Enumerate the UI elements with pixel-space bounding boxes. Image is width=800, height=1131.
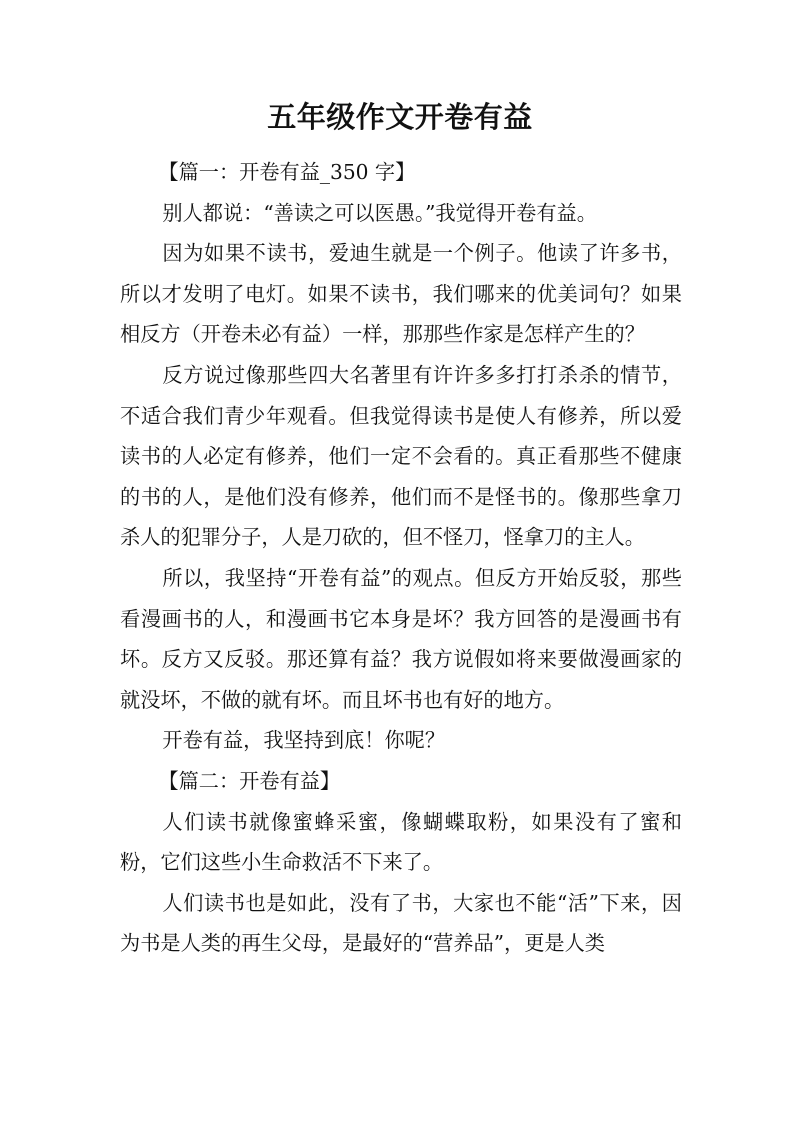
- section-heading-2: 【篇二：开卷有益】: [158, 768, 341, 793]
- paragraph: 别人都说：“善读之可以医愚。”我觉得开卷有益。: [162, 200, 597, 225]
- paragraph: 所以，我坚持“开卷有益”的观点。但反方开始反驳，那些看漫画书的人，和漫画书它本身是坏？我方回答的是漫画书有坏。反方又反驳。那还算有益？我方说假如将来要做漫画家的就没坏，不做的就有坏。而且坏书也有好的地方。: [120, 565, 682, 712]
- document-title: 五年级作文开卷有益: [267, 100, 533, 134]
- document-body: [120, 152, 682, 964]
- section-heading-1: 【篇一：开卷有益_350 字】: [158, 160, 416, 184]
- paragraph: 人们读书就像蜜蜂采蜜，像蝴蝶取粉，如果没有了蜜和粉，它们这些小生命救活不下来了。: [120, 809, 682, 875]
- paragraph: 因为如果不读书，爱迪生就是一个例子。他读了许多书，所以才发明了电灯。如果不读书，我们哪来的优美词句？如果相反方（开卷未必有益）一样，那那些作家是怎样产生的？: [120, 241, 682, 347]
- paragraph: 反方说过像那些四大名著里有许许多多打打杀杀的情节，不适合我们青少年观看。但我觉得读书是使人有修养，所以爱读书的人必定有修养，他们一定不会看的。真正看那些不健康的书的人，是他们没有修养，他们而不是怪书的。像那些拿刀杀人的犯罪分子，人是刀砍的，但不怪刀，怪拿刀的主人。: [120, 362, 682, 550]
- paragraph: 开卷有益，我坚持到底！你呢？: [162, 728, 446, 753]
- paragraph: 人们读书也是如此，没有了书，大家也不能“活”下来，因为书是人类的再生父母，是最好的“营养品”，更是人类: [120, 890, 682, 956]
